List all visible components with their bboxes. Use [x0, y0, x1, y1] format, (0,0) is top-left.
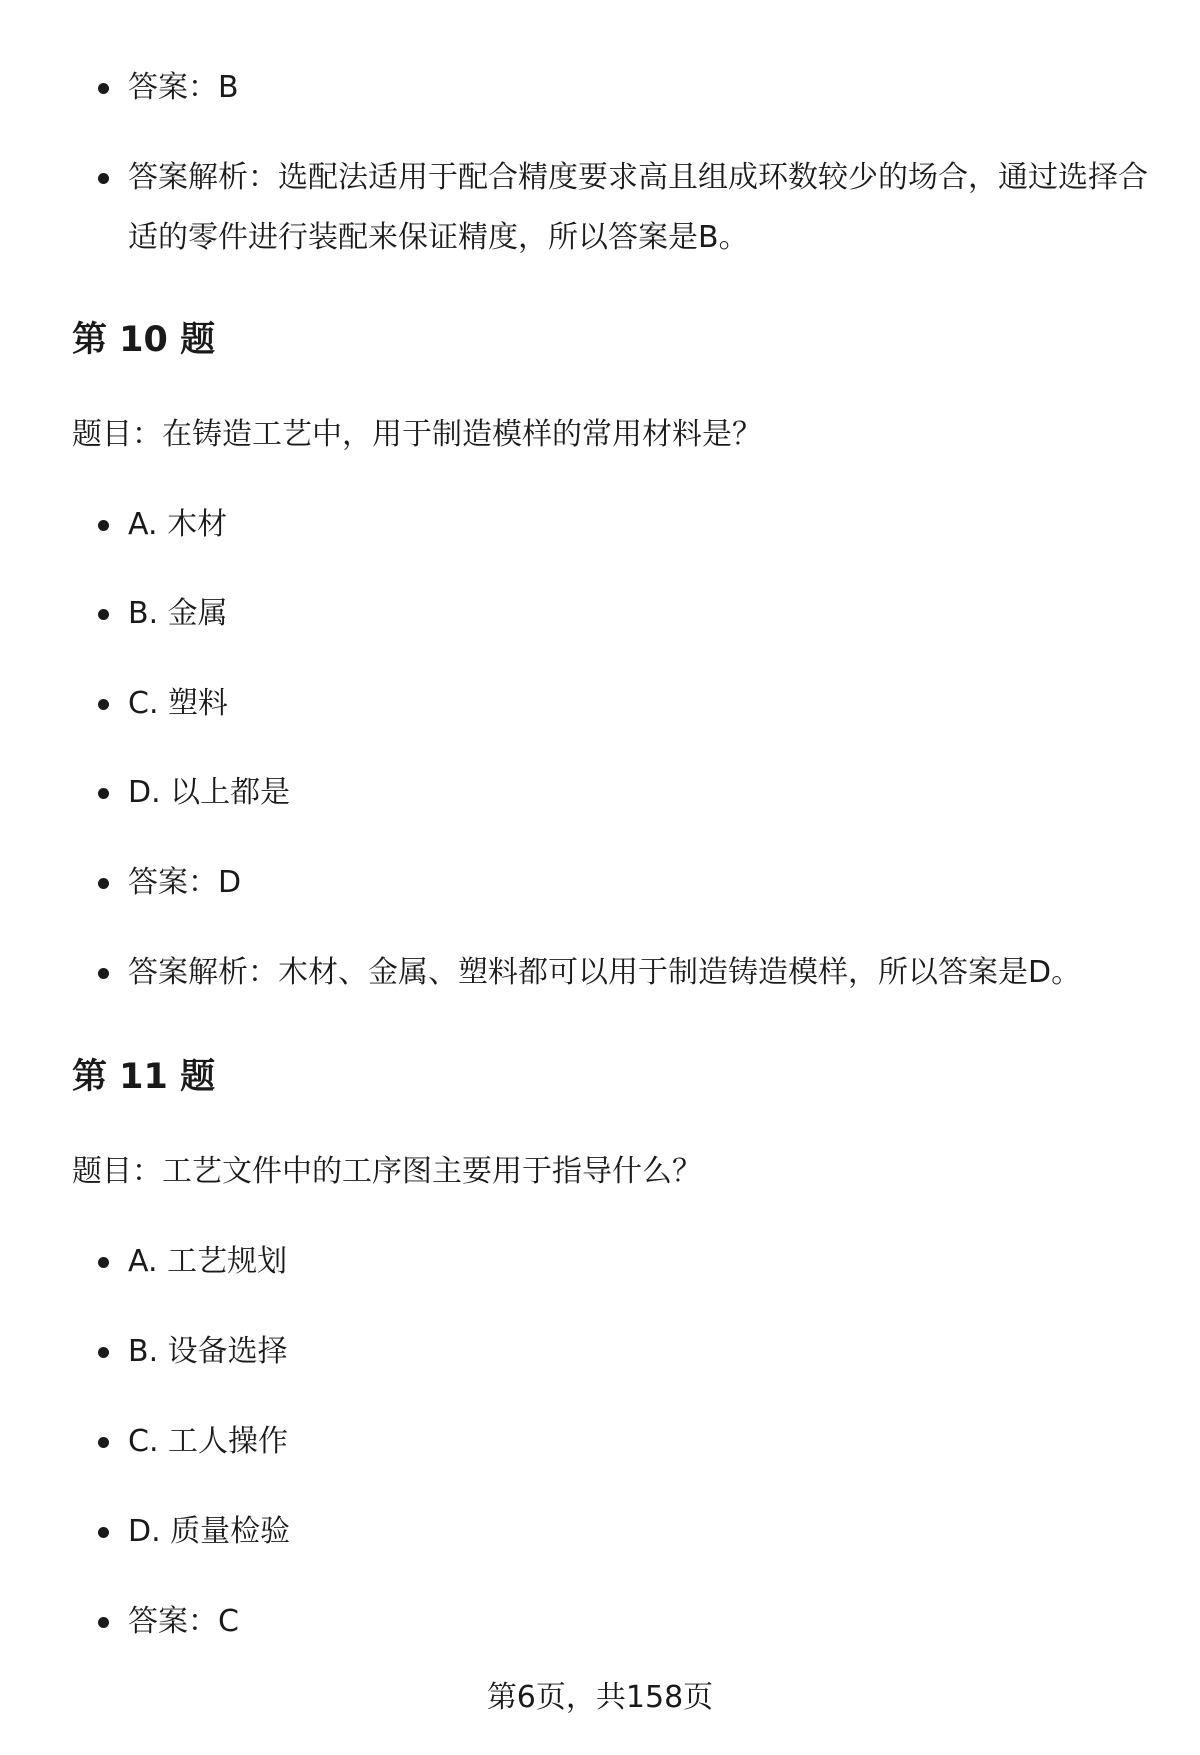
page-footer: 第6页，共158页 — [486, 1680, 714, 1715]
question-text: 题目：工艺文件中的工序图主要用于指导什么？ — [72, 1154, 702, 1189]
option-a: A. 工艺规划 — [128, 1232, 1148, 1292]
option-c: C. 塑料 — [128, 674, 1148, 734]
explanation-item: 答案解析：木材、金属、塑料都可以用于制造铸造模样，所以答案是D。 — [128, 943, 1148, 1003]
question-heading: 第 10 题 — [72, 320, 216, 360]
option-a: A. 木材 — [128, 495, 1148, 555]
option-b: B. 金属 — [128, 584, 1148, 644]
answer-item: 答案：B — [128, 58, 1148, 118]
option-d: D. 以上都是 — [128, 763, 1148, 823]
option-b: B. 设备选择 — [128, 1322, 1148, 1382]
answer-item: 答案：D — [128, 853, 1148, 913]
explanation-item: 答案解析：选配法适用于配合精度要求高且组成环数较少的场合，通过选择合适的零件进行装配来保证精度，所以答案是B。 — [128, 148, 1148, 268]
question-text: 题目：在铸造工艺中，用于制造模样的常用材料是？ — [72, 417, 762, 452]
answer-item: 答案：C — [128, 1592, 1148, 1652]
question-heading: 第 11 题 — [72, 1057, 216, 1097]
option-d: D. 质量检验 — [128, 1502, 1148, 1562]
option-c: C. 工人操作 — [128, 1412, 1148, 1472]
